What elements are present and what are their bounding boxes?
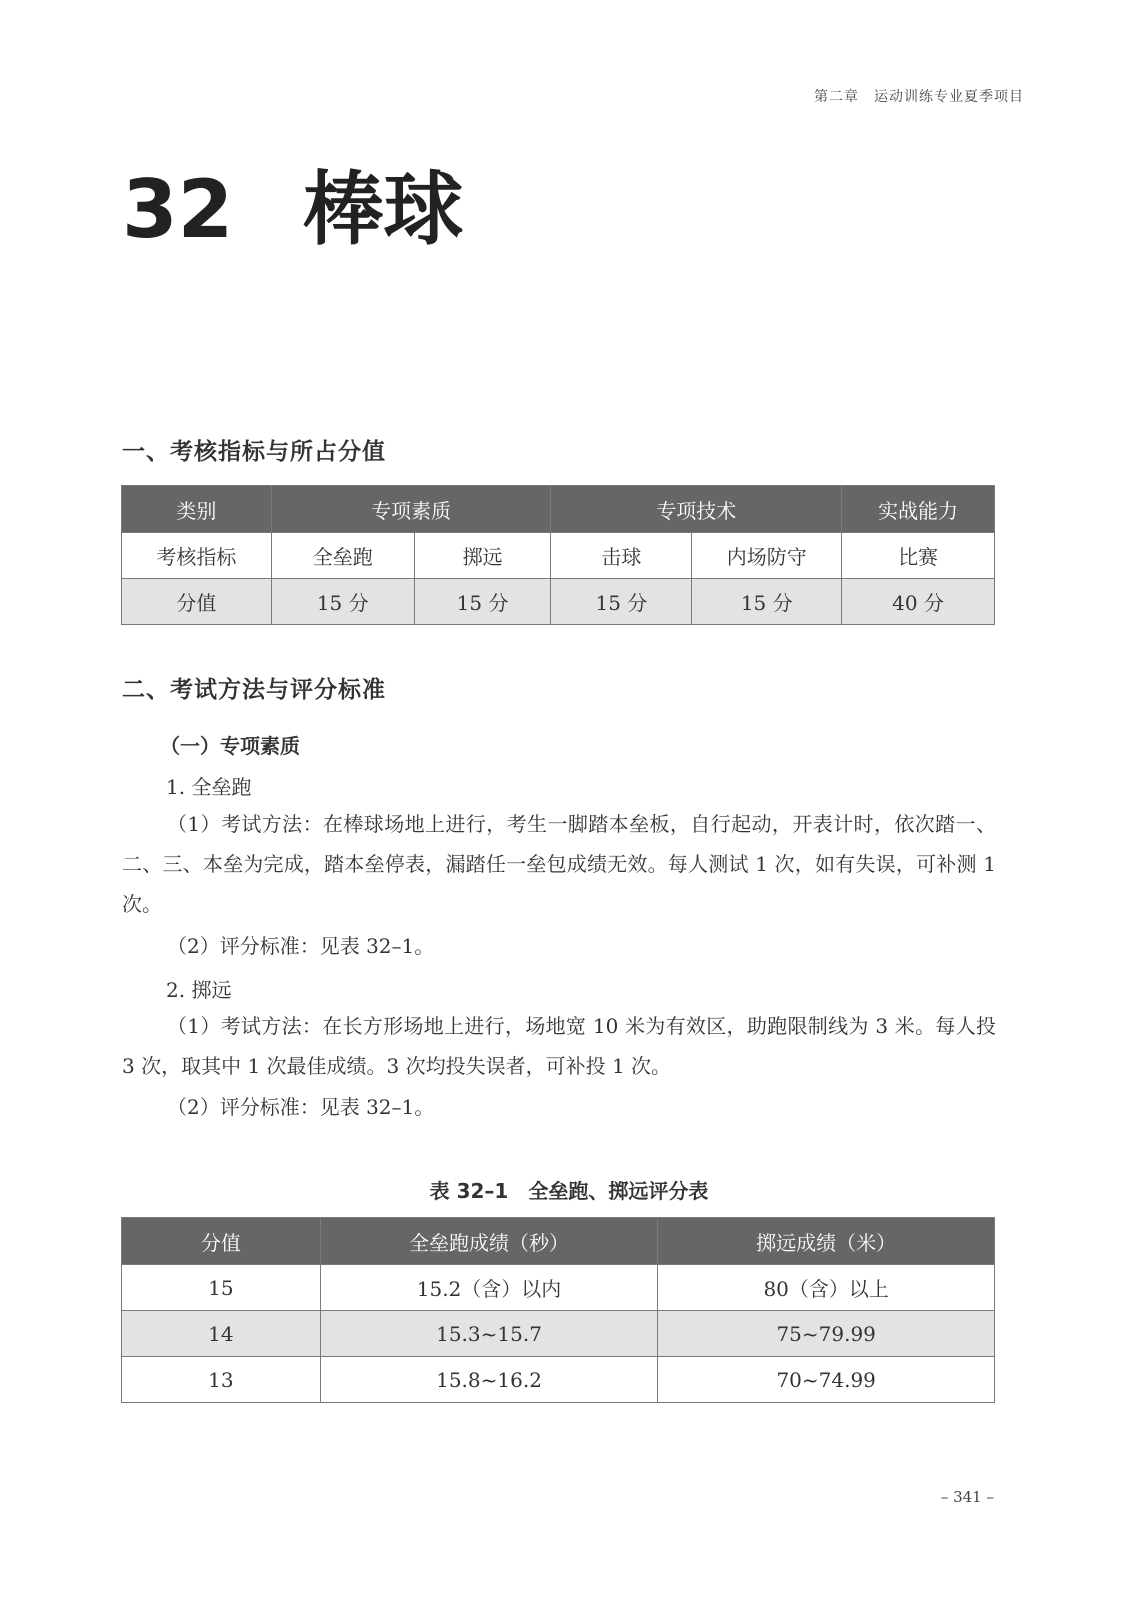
table-header-row bbox=[122, 486, 995, 533]
table-cell: 80（含）以上 bbox=[658, 1265, 995, 1311]
table-caption: 表 32–1 全垒跑、掷远评分表 bbox=[429, 1179, 709, 1203]
table-cell: 比赛 bbox=[842, 533, 995, 579]
table-header-cell: 专项素质 bbox=[271, 486, 551, 533]
table-row bbox=[122, 1311, 995, 1357]
page-number: – 341 – bbox=[940, 1488, 994, 1506]
table-cell: 15.2（含）以内 bbox=[320, 1265, 658, 1311]
table-header-cell: 分值 bbox=[122, 1218, 321, 1265]
section-heading-methods: 二、考试方法与评分标准 bbox=[122, 676, 386, 703]
section-heading-indicators: 一、考核指标与所占分值 bbox=[122, 438, 386, 465]
table-cell: 70~74.99 bbox=[658, 1357, 995, 1403]
table-cell: 13 bbox=[122, 1357, 321, 1403]
table-cell: 考核指标 bbox=[122, 533, 272, 579]
table-cell: 14 bbox=[122, 1311, 321, 1357]
table-cell: 15.8~16.2 bbox=[320, 1357, 658, 1403]
chapter-number: 32 bbox=[122, 163, 234, 256]
paragraph: （2）评分标准：见表 32–1。 bbox=[167, 934, 435, 958]
running-header: 第二章 运动训练专业夏季项目 bbox=[814, 89, 1024, 105]
table-header-cell: 专项技术 bbox=[551, 486, 842, 533]
table-header-row bbox=[122, 1218, 995, 1265]
item-title: 1. 全垒跑 bbox=[166, 775, 252, 799]
table-cell: 内场防守 bbox=[692, 533, 842, 579]
table-cell: 15 分 bbox=[692, 579, 842, 625]
table-cell: 分值 bbox=[122, 579, 272, 625]
paragraph: （2）评分标准：见表 32–1。 bbox=[167, 1095, 435, 1119]
table-row bbox=[122, 1357, 995, 1403]
table-cell: 40 分 bbox=[842, 579, 995, 625]
table-cell: 15 分 bbox=[551, 579, 692, 625]
table-row bbox=[122, 533, 995, 579]
table-cell: 15 分 bbox=[414, 579, 551, 625]
table-header-cell: 实战能力 bbox=[842, 486, 995, 533]
table-cell: 15 分 bbox=[271, 579, 414, 625]
subsection-heading: （一）专项素质 bbox=[160, 734, 300, 758]
paragraph: （1）考试方法：在棒球场地上进行，考生一脚踏本垒板，自行起动，开表计时，依次踏一、二、三、本垒为完成，踏本垒停表，漏踏任一垒包成绩无效。每人测试 1 次，如有失误，可补测 1 次。 bbox=[122, 812, 996, 916]
table-cell: 全垒跑 bbox=[271, 533, 414, 579]
table-cell: 掷远 bbox=[414, 533, 551, 579]
table-row bbox=[122, 579, 995, 625]
table-header-cell: 掷远成绩（米） bbox=[658, 1218, 995, 1265]
table-cell: 75~79.99 bbox=[658, 1311, 995, 1357]
table-cell: 15.3~15.7 bbox=[320, 1311, 658, 1357]
chapter-title bbox=[122, 163, 464, 256]
table-header-cell: 全垒跑成绩（秒） bbox=[320, 1218, 658, 1265]
scoring-table bbox=[121, 1217, 995, 1403]
table-row bbox=[122, 1265, 995, 1311]
item-title: 2. 掷远 bbox=[166, 978, 232, 1002]
table-cell: 击球 bbox=[551, 533, 692, 579]
table-header-cell: 类别 bbox=[122, 486, 272, 533]
indicator-table bbox=[121, 485, 995, 625]
table-cell: 15 bbox=[122, 1265, 321, 1311]
chapter-name: 棒球 bbox=[303, 163, 464, 256]
paragraph: （1）考试方法：在长方形场地上进行，场地宽 10 米为有效区，助跑限制线为 3 米。每人投 3 次，取其中 1 次最佳成绩。3 次均投失误者，可补投 1 次。 bbox=[122, 1014, 996, 1078]
